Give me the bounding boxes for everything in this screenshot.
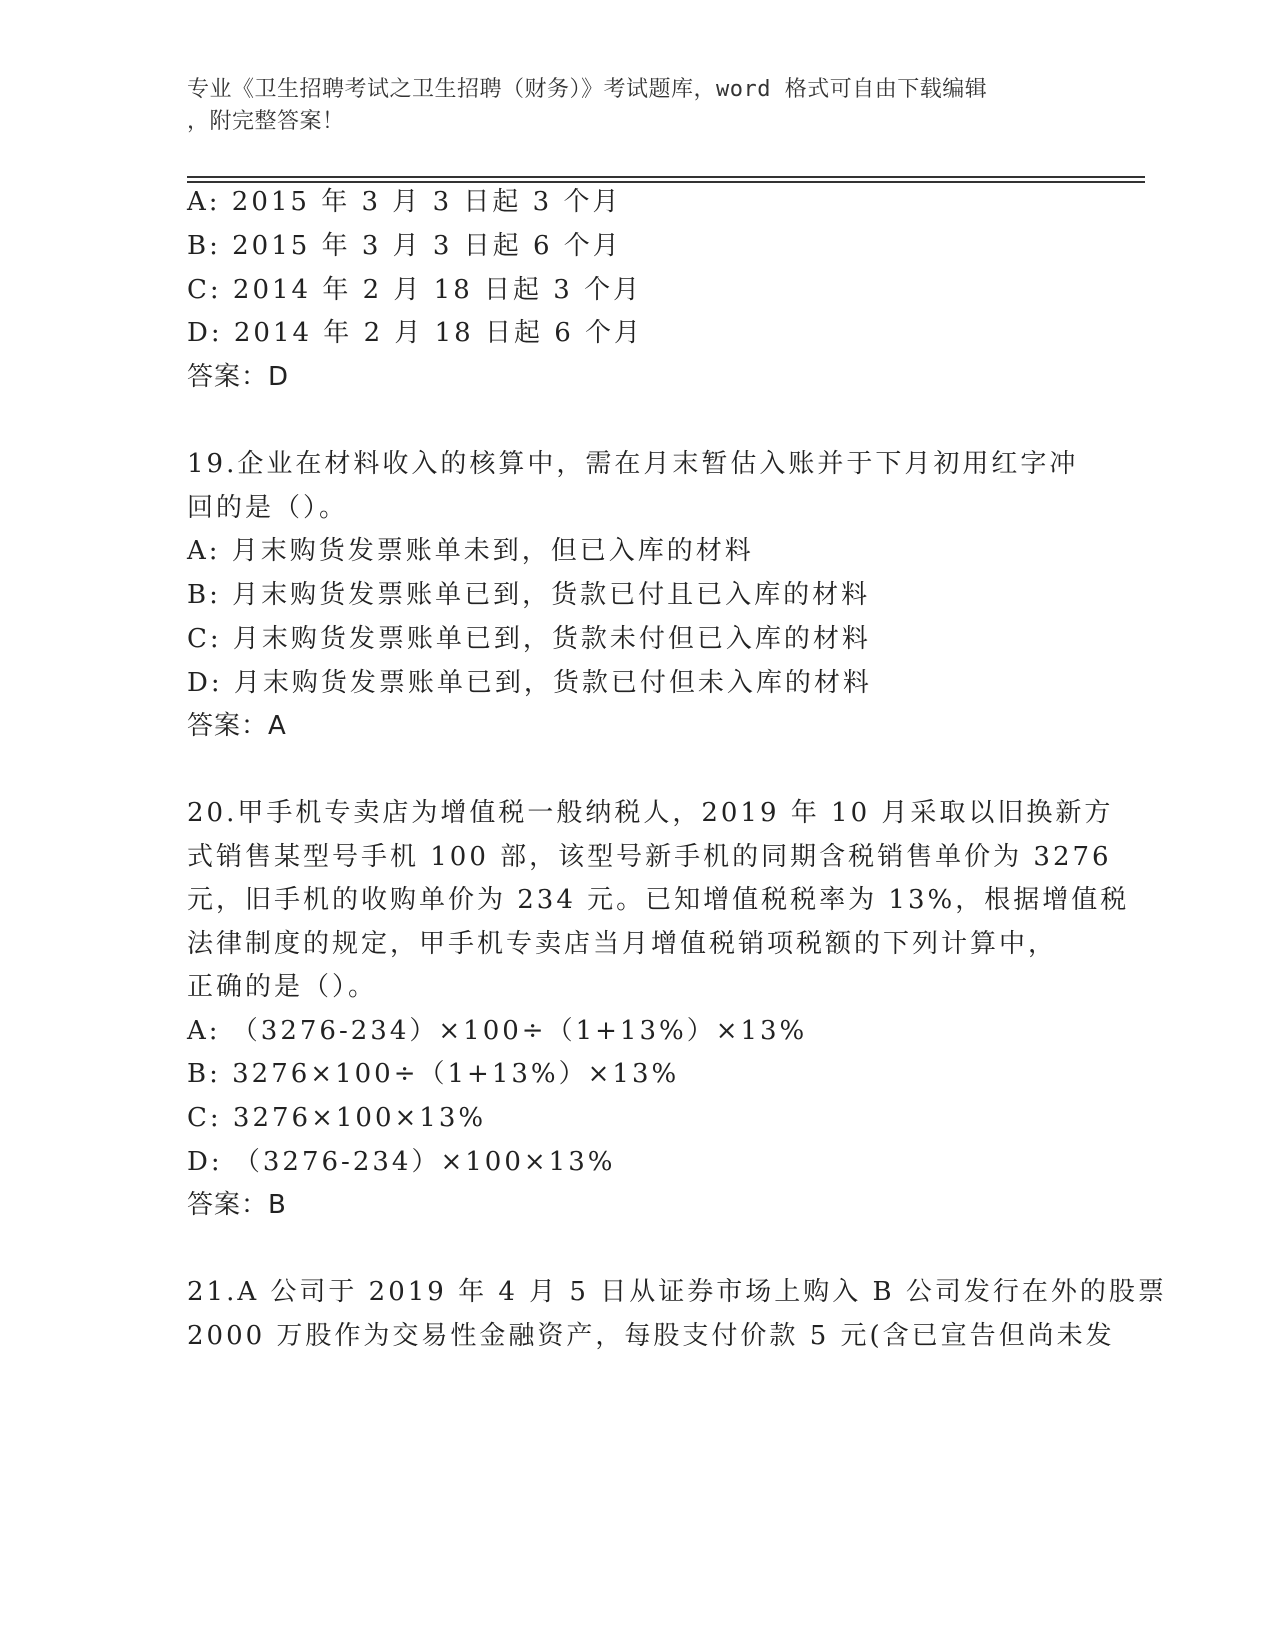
header-line-2: ，附完整答案！ bbox=[187, 109, 345, 134]
q20-option-c: C: 3276×100×13% bbox=[187, 1103, 487, 1133]
q19-option-d: D: 月末购货发票账单已到，货款已付但未入库的材料 bbox=[187, 668, 872, 698]
q19-option-a: A: 月末购货发票账单未到，但已入库的材料 bbox=[187, 536, 754, 566]
q19-stem-line-1: 19.企业在材料收入的核算中，需在月末暂估入账并于下月初用红字冲 bbox=[187, 449, 1079, 479]
q19-answer: 答案：A bbox=[187, 711, 287, 741]
q18-option-c: C: 2014 年 2 月 18 日起 3 个月 bbox=[187, 275, 643, 305]
header-divider-top bbox=[187, 176, 1145, 178]
q20-option-b: B: 3276×100÷（1+13%）×13% bbox=[187, 1059, 680, 1089]
header-line-1: 专业《卫生招聘考试之卫生招聘（财务）》考试题库，word 格式可自由下载编辑 bbox=[187, 77, 988, 102]
q20-option-a: A: （3276-234）×100÷（1+13%）×13% bbox=[187, 1016, 808, 1046]
q19-option-b: B: 月末购货发票账单已到，货款已付且已入库的材料 bbox=[187, 580, 871, 610]
q18-option-b: B: 2015 年 3 月 3 日起 6 个月 bbox=[187, 231, 622, 261]
q18-answer: 答案：D bbox=[187, 362, 290, 392]
q21-stem-line-1: 21.A 公司于 2019 年 4 月 5 日从证券市场上购入 B 公司发行在外的股票 bbox=[187, 1277, 1167, 1307]
q20-answer: 答案：B bbox=[187, 1190, 287, 1220]
q18-option-a: A: 2015 年 3 月 3 日起 3 个月 bbox=[187, 187, 622, 217]
q20-stem-line-1: 20.甲手机专卖店为增值税一般纳税人，2019 年 10 月采取以旧换新方 bbox=[187, 798, 1114, 828]
q18-option-d: D: 2014 年 2 月 18 日起 6 个月 bbox=[187, 318, 644, 348]
header-divider-bottom bbox=[187, 181, 1145, 183]
q19-option-c: C: 月末购货发票账单已到，货款未付但已入库的材料 bbox=[187, 624, 871, 654]
q20-stem-line-5: 正确的是（）。 bbox=[187, 972, 378, 1002]
q21-stem-line-2: 2000 万股作为交易性金融资产，每股支付价款 5 元(含已宣告但尚未发 bbox=[187, 1321, 1115, 1351]
q19-stem-line-2: 回的是（）。 bbox=[187, 493, 349, 523]
document-header bbox=[187, 74, 1087, 138]
q20-stem-line-2: 式销售某型号手机 100 部，该型号新手机的同期含税销售单价为 3276 bbox=[187, 842, 1112, 872]
q20-option-d: D: （3276-234）×100×13% bbox=[187, 1147, 616, 1177]
q20-stem-line-4: 法律制度的规定，甲手机专卖店当月增值税销项税额的下列计算中， bbox=[187, 929, 1058, 959]
q20-stem-line-3: 元，旧手机的收购单价为 234 元。已知增值税税率为 13%，根据增值税 bbox=[187, 885, 1130, 915]
